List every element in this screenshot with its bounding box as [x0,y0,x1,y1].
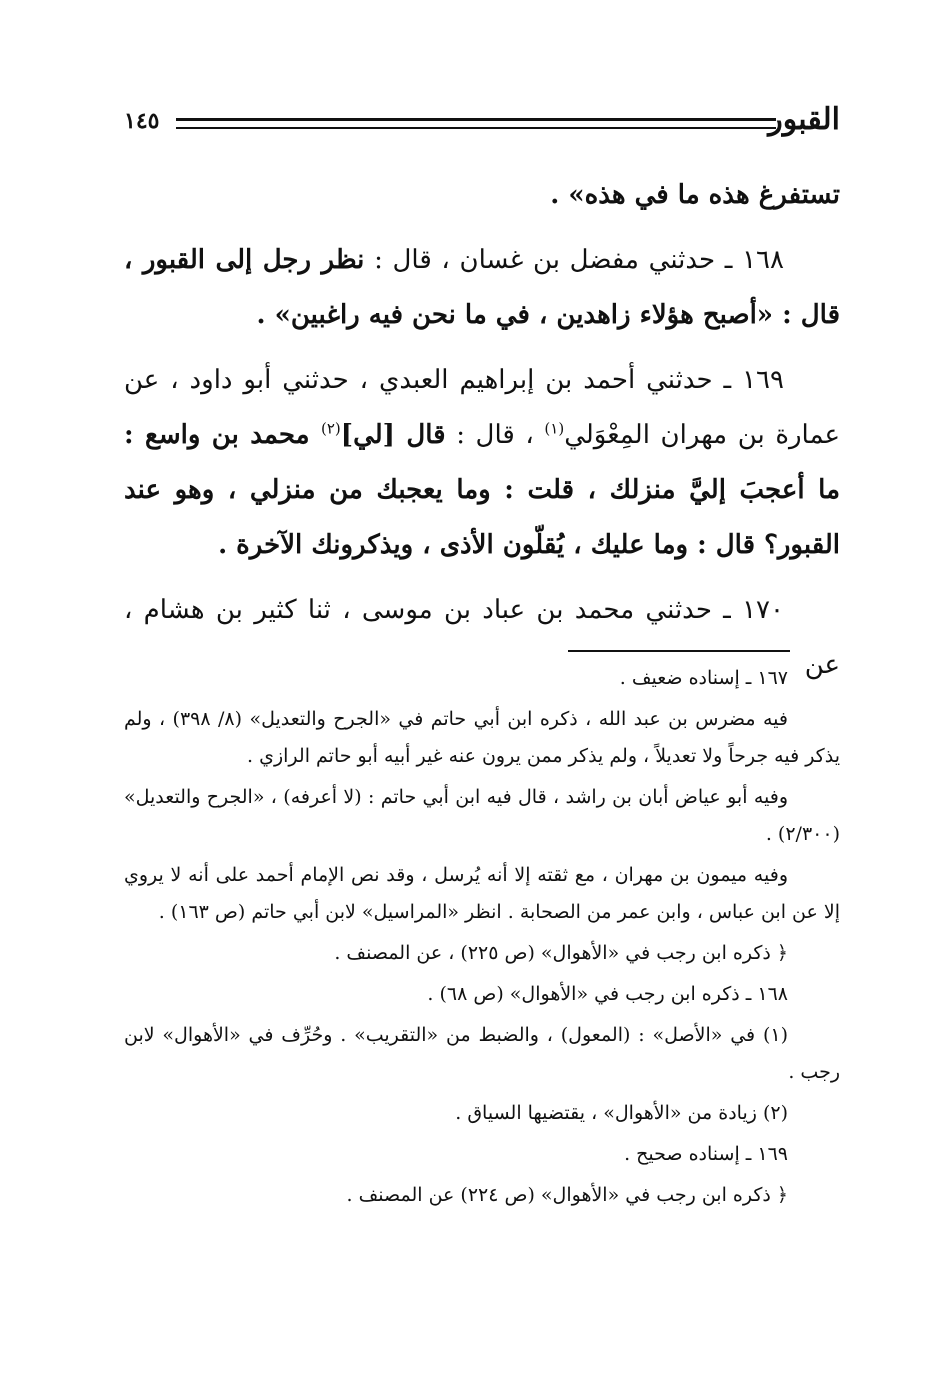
footnote-167-source: ﴿ ذكره ابن رجب في «الأهوال» (ص ٢٢٥) ، عن المصنف . [334,942,788,964]
continued-paragraph: تستفرغ هذه ما في هذه» . [550,180,840,210]
running-header [124,100,840,144]
footnote-167-grade: ١٦٧ ـ إسناده ضعيف . [619,667,788,689]
footnote-ref-2: (٢) [320,419,341,438]
hadith-169 [124,353,840,573]
footnote-2: (٢) زيادة من «الأهوال» ، يقتضيها السياق . [455,1102,788,1124]
hadith-169-isnad: ١٦٩ ـ حدثني أحمد بن إبراهيم العبدي ، حدثني أبو داود ، عن عمارة بن مهران المِعْوَلي [124,365,840,450]
footnote-167-mudarris: فيه مضرس بن عبد الله ، ذكره ابن أبي حاتم في «الجرح والتعديل» (٨/ ٣٩٨) ، ولم يذكر فيه جرحاً ولا تعديلاً ، ولم يذكر ممن يرون عنه غير أبيه أبو حاتم الرازي . [124,708,840,767]
footnotes [124,660,840,1218]
hadith-170: ١٧٠ ـ حدثني محمد بن عباد بن موسى ، ثنا كثير بن هشام ، عن [124,595,840,680]
footnote-167-abu-ayyad: وفيه أبو عياض أبان بن راشد ، قال فيه ابن أبي حاتم : (لا أعرفه) ، «الجرح والتعديل» (٢/٣٠٠) . [124,786,840,845]
footnote-separator [568,650,790,652]
footnote-168-source: ١٦٨ ـ ذكره ابن رجب في «الأهوال» (ص ٦٨) . [427,983,788,1005]
footnote-ref-1: (١) [544,419,565,438]
chapter-title: القبور [768,102,840,137]
hadith-169-said: ، قال : [445,420,545,450]
hadith-168-matn: نظر رجل إلى القبور ، قال : «أصبح هؤلاء زاهدين ، في ما نحن فيه راغبين» . [124,245,840,330]
main-text [124,168,840,703]
footnote-169-source: ﴿ ذكره ابن رجب في «الأهوال» (ص ٢٢٤) عن المصنف . [346,1184,788,1206]
footnote-167-maymun: وفيه ميمون بن مهران ، مع ثقته إلا أنه يُرسل ، وقد نص الإمام أحمد على أنه لا يروي إلا عن ابن عباس ، وابن عمر من الصحابة . انظر «المراسيل» لابن أبي حاتم (ص ١٦٣) . [124,864,840,923]
hadith-168-isnad: ١٦٨ ـ حدثني مفضل بن غسان ، قال : [364,245,784,275]
footnote-1: (١) في «الأصل» : (المعول) ، والضبط من «التقريب» . وحُرِّف في «الأهوال» لابن رجب . [124,1024,840,1083]
hadith-168 [124,233,840,343]
hadith-169-matn: محمد بن واسع : ما أعجبَ إليَّ منزلك ، قلت : وما يعجبك من منزلي ، وهو عند القبور؟ قال : وما عليك ، يُقلّون الأذى ، ويذكرونك الآخرة . [124,420,840,560]
footnote-169-grade: ١٦٩ ـ إسناده صحيح . [624,1143,788,1165]
hadith-169-qal-li: قال [لي] [340,420,446,450]
header-rule [176,118,776,129]
page-number: ١٤٥ [124,108,160,134]
